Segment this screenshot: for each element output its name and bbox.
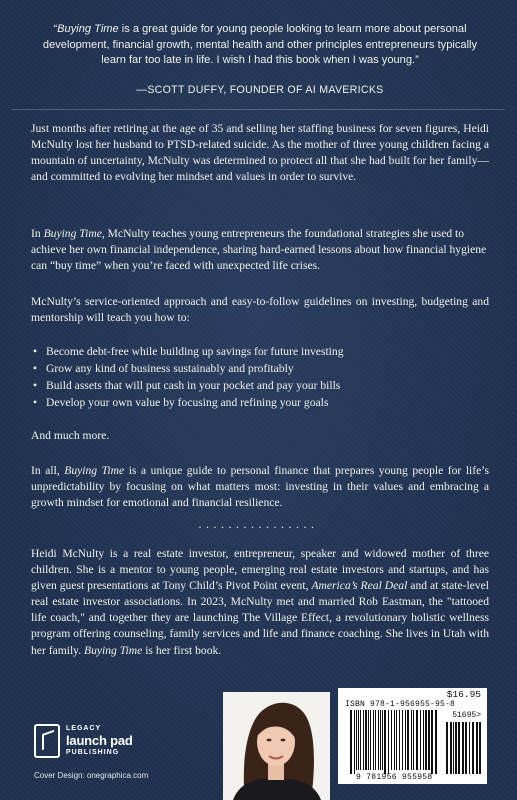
divider-line — [12, 109, 505, 110]
rocket-book-icon — [34, 724, 60, 758]
author-bio — [31, 546, 489, 659]
author-photo — [223, 692, 330, 800]
text-run: Heidi McNulty is a real estate investor, entrepreneur, speaker and widowed mother of three children. She is a mentor to young people, emerging real estate investors and startups, and has given guest presentations at Tony Child’s Pivot Point event, — [31, 547, 489, 593]
description-paragraph-5 — [31, 463, 489, 511]
price-label: $16.95 — [446, 689, 481, 700]
list-item: • Build assets that will put cash in your pocket and pay your bills — [33, 377, 483, 394]
book-title: Buying Time — [84, 643, 143, 657]
text-run: , McNulty teaches young entrepreneurs the foundational strategies she used to achieve her own financial independence, sharing hard-earned lessons about how financial hygiene can “buy time” when you’re faced with unexpected life crises. — [31, 227, 487, 273]
isbn-barcode — [338, 688, 487, 784]
text-run: and at state-level real estate investor associations. In 2023, McNulty met and married Rob Eastman, the "tattooed life coach," and together they are launching The Village Effect, a revolutionary holistic wellness program offering counseling, family services and life and finance coaching. She lives in Utah with her family. — [31, 579, 489, 657]
show-title: America’s Real Deal — [311, 579, 408, 593]
author-portrait-image — [223, 692, 330, 800]
cover-design-credit: Cover Design: onegraphica.com — [34, 771, 149, 780]
description-paragraph-1: Just months after retiring at the age of 35 and selling her staffing business for seven figures, Heidi McNulty lost her husband to PTSD-related suicide. As the mother of three young children facing a mountain of uncertainty, McNulty was determined to protect all that she had built for her family—and committed to evolving her mindset and values in order to survive. — [31, 122, 489, 184]
section-separator: ................ — [198, 517, 319, 531]
text-run: is her first book. — [142, 643, 222, 657]
list-item: • Grow any kind of business sustainably and profitably — [33, 360, 483, 377]
book-title: Buying Time — [64, 464, 125, 477]
endorsement-quote — [36, 22, 484, 69]
description-paragraph-4: And much more. — [31, 429, 110, 442]
endorsement-attribution: —SCOTT DUFFY, FOUNDER OF AI MAVERICKS — [136, 84, 384, 96]
description-paragraph-2 — [31, 226, 489, 274]
list-item: • Develop your own value by focusing and refining your goals — [33, 394, 483, 411]
book-title: Buying Time — [43, 227, 102, 240]
quote-text: is a great guide for young people looking to learn more about personal development, financial growth, mental health and other principles entrepreneurs typically learn far too late in life. I wish I had this book when I was young.” — [42, 23, 478, 67]
logo-line-publishing: PUBLISHING — [66, 749, 120, 756]
text-run: In all, — [31, 464, 65, 477]
benefits-list — [33, 343, 483, 411]
price-addon-label: 51695> — [452, 711, 481, 720]
quote-book-title: Buying Time — [57, 23, 119, 35]
logo-line-launch-pad: launch pad — [66, 733, 133, 748]
text-run: is a unique guide to personal finance that prepares young people for life’s unpredictability by focusing on what matters most: investing in their values and embracing a growth mindset for emotional and financial resilience. — [31, 464, 490, 510]
list-item: • Become debt-free while building up savings for future investing — [33, 343, 483, 360]
barcode-bars — [338, 688, 487, 784]
text-run: In — [31, 227, 44, 240]
ean-digits: 9 781956 955958 — [356, 773, 433, 782]
publisher-logo — [34, 722, 154, 768]
isbn-label: ISBN 978-1-956955-95-8 — [345, 700, 456, 709]
quote-mark: “ — [53, 23, 58, 35]
description-paragraph-3: McNulty’s service-oriented approach and easy-to-follow guidelines on investing, budgeting and mentorship will teach you how to: — [31, 295, 489, 325]
logo-line-legacy: LEGACY — [66, 725, 102, 732]
